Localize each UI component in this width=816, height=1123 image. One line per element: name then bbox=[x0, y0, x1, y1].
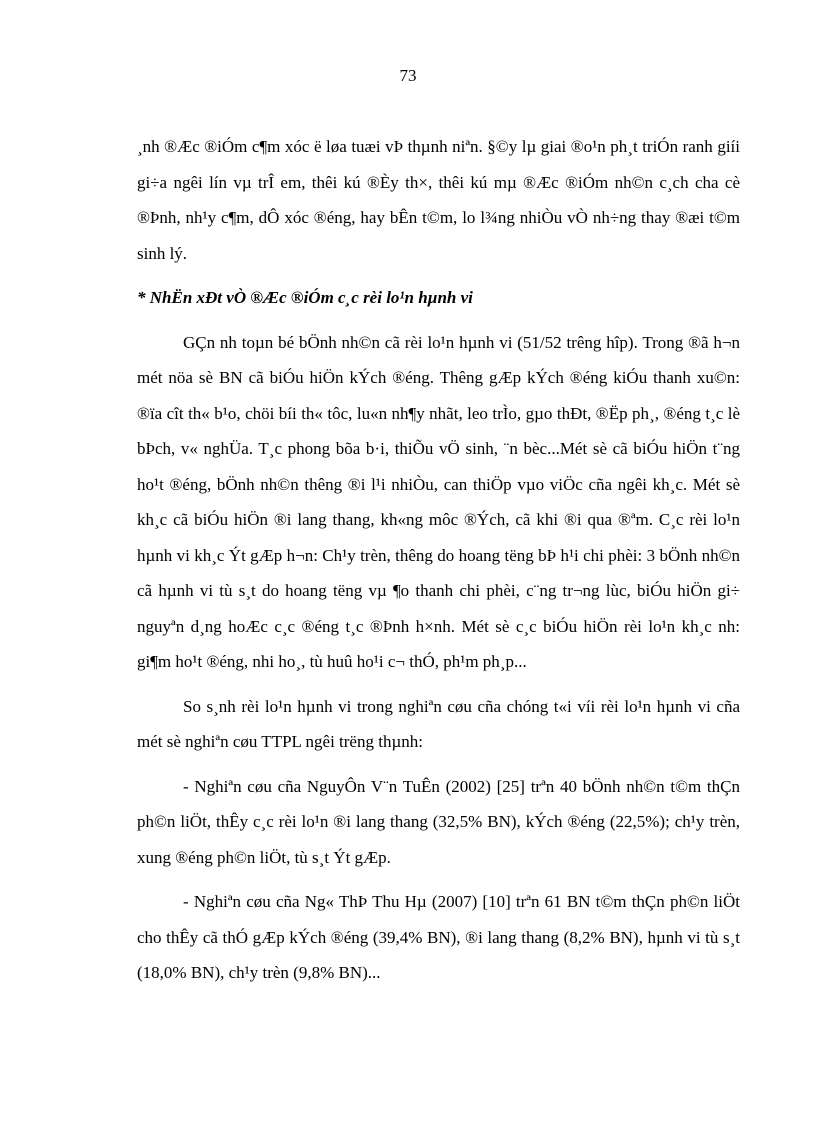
paragraph-behavior-disorders: GÇn nh toµn bé bÖnh nh©n cã rèi lo¹n hµnh vi (51/52 trêng hîp). Trong ®ã h¬n mét nöa sè BN cã biÓu hiÖn kÝch ®éng. Thêng gÆp kÝch ®éng kiÓu thanh xu©n: ®ïa cît th« b¹o, chöi bíi th« tôc, lu«n nh¶y nhãt, leo trÌo, gµo thÐt, ®Ëp ph¸, ®éng t¸c lè bÞch, v« nghÜa. T¸c phong bõa b·i, thiÕu vÖ sinh, ¨n bèc...Mét sè cã biÓu hiÖn t¨ng ho¹t ®éng, bÖnh nh©n thêng ®i l¹i nhiÒu, can thiÖp vµo viÖc cña ngêi kh¸c. Mét sè kh¸c cã biÓu hiÖn ®i lang thang, kh«ng môc ®Ých, cã khi ®i qua ®ªm. C¸c rèi lo¹n hµnh vi kh¸c Ýt gÆp h¬n: Ch¹y trèn, thêng do hoang tëng bÞ h¹i chi phèi: 3 bÖnh nh©n cã hµnh vi tù s¸t do hoang tëng vµ ¶o thanh chi phèi, c¨ng tr¬ng lùc, biÓu hiÖn gi÷ nguyªn d¸ng hoÆc c¸c ®éng t¸c ®Þnh h×nh. Mét sè c¸c biÓu hiÖn rèi lo¹n kh¸c nh: gi¶m ho¹t ®éng, nhi ho¸, tù huû ho¹i c¬ thÓ, ph¹m ph¸p... bbox=[137, 332, 740, 671]
document-body bbox=[137, 129, 740, 1000]
paragraph-study-2: - Nghiªn cøu cña Ng« ThÞ Thu Hµ (2007) [10] trªn 61 BN t©m thÇn ph©n liÖt cho thÊy cã thÓ gÆp kÝch ®éng (39,4% BN), ®i lang thang (8,2% BN), hµnh vi tù s¸t (18,0% BN), ch¹y trèn (9,8% BN)... bbox=[137, 892, 740, 982]
section-heading: * NhËn xÐt vÒ ®Æc ®iÓm c¸c rèi lo¹n hµnh vi bbox=[137, 288, 473, 307]
paragraph-study-1: - Nghiªn cøu cña NguyÔn V¨n TuÊn (2002) [25] trªn 40 bÖnh nh©n t©m thÇn ph©n liÖt, thÊy c¸c rèi lo¹n ®i lang thang (32,5% BN), kÝch ®éng (22,5%); ch¹y trèn, xung ®éng ph©n liÖt, tù s¸t Ýt gÆp. bbox=[137, 776, 740, 867]
paragraph-intro: ¸nh ®Æc ®iÓm c¶m xóc ë løa tuæi vÞ thµnh niªn. §©y lµ giai ®o¹n ph¸t triÓn ranh giíi gi÷a ngêi lín vµ trÎ em, thêi kú ®Èy th×, thêi kú mµ ®Æc ®iÓm nh©n c¸ch cha cè ®Þnh, nh¹y c¶m, dÔ xóc ®éng, hay bÊn t©m, lo l¾ng nhiÒu vÒ nh÷ng thay ®æi t©m sinh lý. bbox=[137, 137, 740, 263]
paragraph-comparison: So s¸nh rèi lo¹n hµnh vi trong nghiªn cøu cña chóng t«i víi rèi lo¹n hµnh vi cña mét sè nghiªn cøu TTPL ngêi trëng thµnh: bbox=[137, 696, 740, 751]
page-number: 73 bbox=[399, 66, 417, 85]
